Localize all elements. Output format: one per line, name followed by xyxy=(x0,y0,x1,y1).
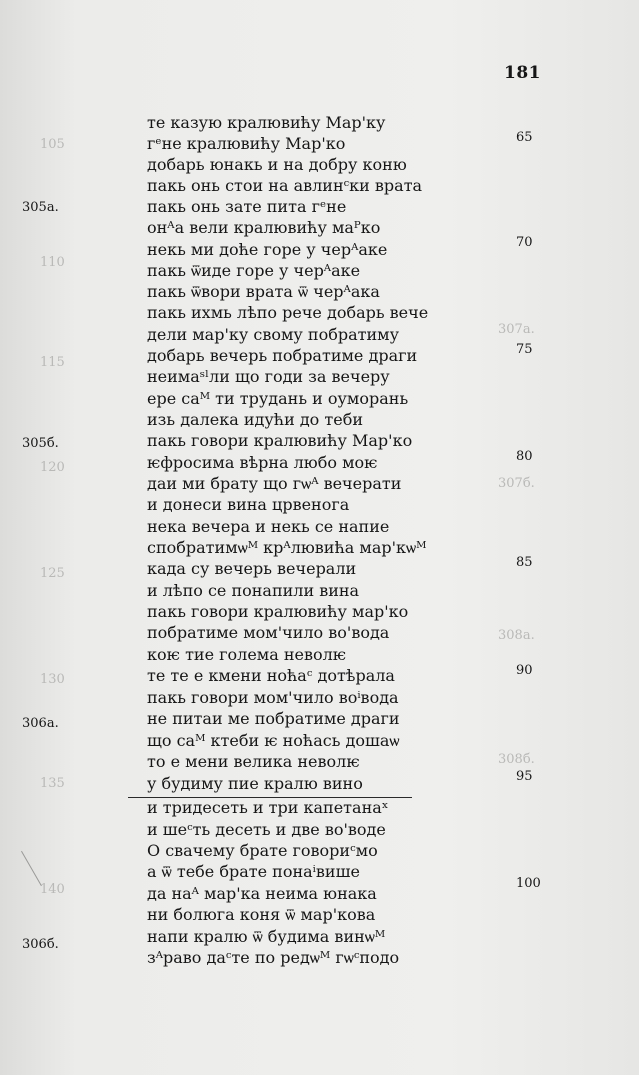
paper-crease xyxy=(21,844,54,886)
verse-line: гᵉне кралювићу Мар'ко xyxy=(147,134,346,153)
verse-line: добарь вечерь побратиме драги xyxy=(147,346,418,365)
show-through-ref: 307а. xyxy=(498,322,535,337)
verse-line: пакь ѿиде горе у черᴬаке xyxy=(147,261,361,280)
verse-line: пакь говори кралювићу мар'ко xyxy=(147,602,409,621)
verse-line: некь ми доће горе у черᴬаке xyxy=(147,240,388,259)
verse-line: то е мени велика неволѥ xyxy=(147,752,360,771)
show-through-number: 140 xyxy=(40,882,65,897)
verse-line: онᴬа вели кралювићу маᴾко xyxy=(147,218,381,237)
verse-line: те те е кмени ноћаᶜ дотѣрала xyxy=(147,666,395,685)
verse-line: ѥфросима вѣрна любо моѥ xyxy=(147,453,378,472)
show-through-number: 135 xyxy=(40,776,65,791)
line-number: 100 xyxy=(516,876,541,891)
verse-line: пакь онь зате пита гᵉне xyxy=(147,197,347,216)
verse-line: и донеси вина црвеногa xyxy=(147,495,350,514)
verse-line: напи кралю ѿ будима винѡᴹ xyxy=(147,927,386,946)
page-number: 181 xyxy=(504,63,541,83)
marginal-ref: 306а. xyxy=(22,716,59,731)
line-number: 90 xyxy=(516,663,533,678)
verse-line: пакь говори кралювићу Мар'ко xyxy=(147,431,413,450)
verse-line: и лѣпо се понапили вина xyxy=(147,581,360,600)
verse-line: те казую кралювићу Мар'ку xyxy=(147,113,386,132)
verse-line: спобратимѡᴹ крᴬлювића мар'кѡᴹ xyxy=(147,538,427,557)
verse-line: дели мар'ку свому побратиму xyxy=(147,325,399,344)
show-through-number: 110 xyxy=(40,255,65,270)
show-through-number: 120 xyxy=(40,460,65,475)
line-number: 70 xyxy=(516,235,533,250)
verse-line: побратиме мом'чило во'вода xyxy=(147,623,390,642)
verse-line: у будиму пие кралю вино xyxy=(147,774,363,793)
verse-line: не питаи ме побратиме драги xyxy=(147,709,400,728)
marginal-ref: 306б. xyxy=(22,937,59,952)
marginal-ref: 305б. xyxy=(22,436,59,451)
line-number: 65 xyxy=(516,130,533,145)
verse-line: да наᴬ мар'ка неима юнака xyxy=(147,884,377,903)
verse-line: що саᴹ ктеби ѥ ноћась дошаѡ xyxy=(147,731,400,750)
line-number: 75 xyxy=(516,342,533,357)
verse-line: зᴬраво даᶜте по редѡᴹ гѡᶜподо xyxy=(147,948,400,967)
verse-line: пакь говори мом'чило воⁱвода xyxy=(147,688,399,707)
verse-line: неимаˢˡли що годи за вечеру xyxy=(147,367,390,386)
verse-line: и шеᶜть десеть и две во'воде xyxy=(147,820,386,839)
show-through-ref: 308б. xyxy=(498,752,535,767)
marginal-ref: 305а. xyxy=(22,200,59,215)
verse-line: коѥ тие голема неволѥ xyxy=(147,645,347,664)
verse-line: ере саᴹ ти трудань и оуморань xyxy=(147,389,409,408)
verse-line: нека вечера и некь се напие xyxy=(147,517,390,536)
verse-line: а ѿ тебе брате понаⁱвише xyxy=(147,862,360,881)
show-through-ref: 307б. xyxy=(498,476,535,491)
verse-line: и тридесеть и три капетанаˣ xyxy=(147,798,389,817)
verse-line: пакь ѿвори врата ѿ черᴬака xyxy=(147,282,380,301)
show-through-number: 115 xyxy=(40,355,65,370)
show-through-number: 105 xyxy=(40,137,65,152)
verse-line: пакь ихмь лѣпо рече добарь вече xyxy=(147,303,429,322)
verse-line: ни болюга коня ѿ мар'кова xyxy=(147,905,376,924)
verse-line: када су вечерь вечерали xyxy=(147,559,357,578)
line-number: 85 xyxy=(516,555,533,570)
verse-line: добарь юнакь и на добру коню xyxy=(147,155,407,174)
verse-line: изь далека идући до теби xyxy=(147,410,364,429)
verse-line: даи ми брату що гѡᴬ вечерати xyxy=(147,474,402,493)
line-number: 95 xyxy=(516,769,533,784)
show-through-ref: 308а. xyxy=(498,628,535,643)
show-through-number: 130 xyxy=(40,672,65,687)
verse-line: О свачему брате говориᶜмо xyxy=(147,841,378,860)
line-number: 80 xyxy=(516,449,533,464)
verse-line: пакь онь стои на авлинᶜки врата xyxy=(147,176,423,195)
show-through-number: 125 xyxy=(40,566,65,581)
